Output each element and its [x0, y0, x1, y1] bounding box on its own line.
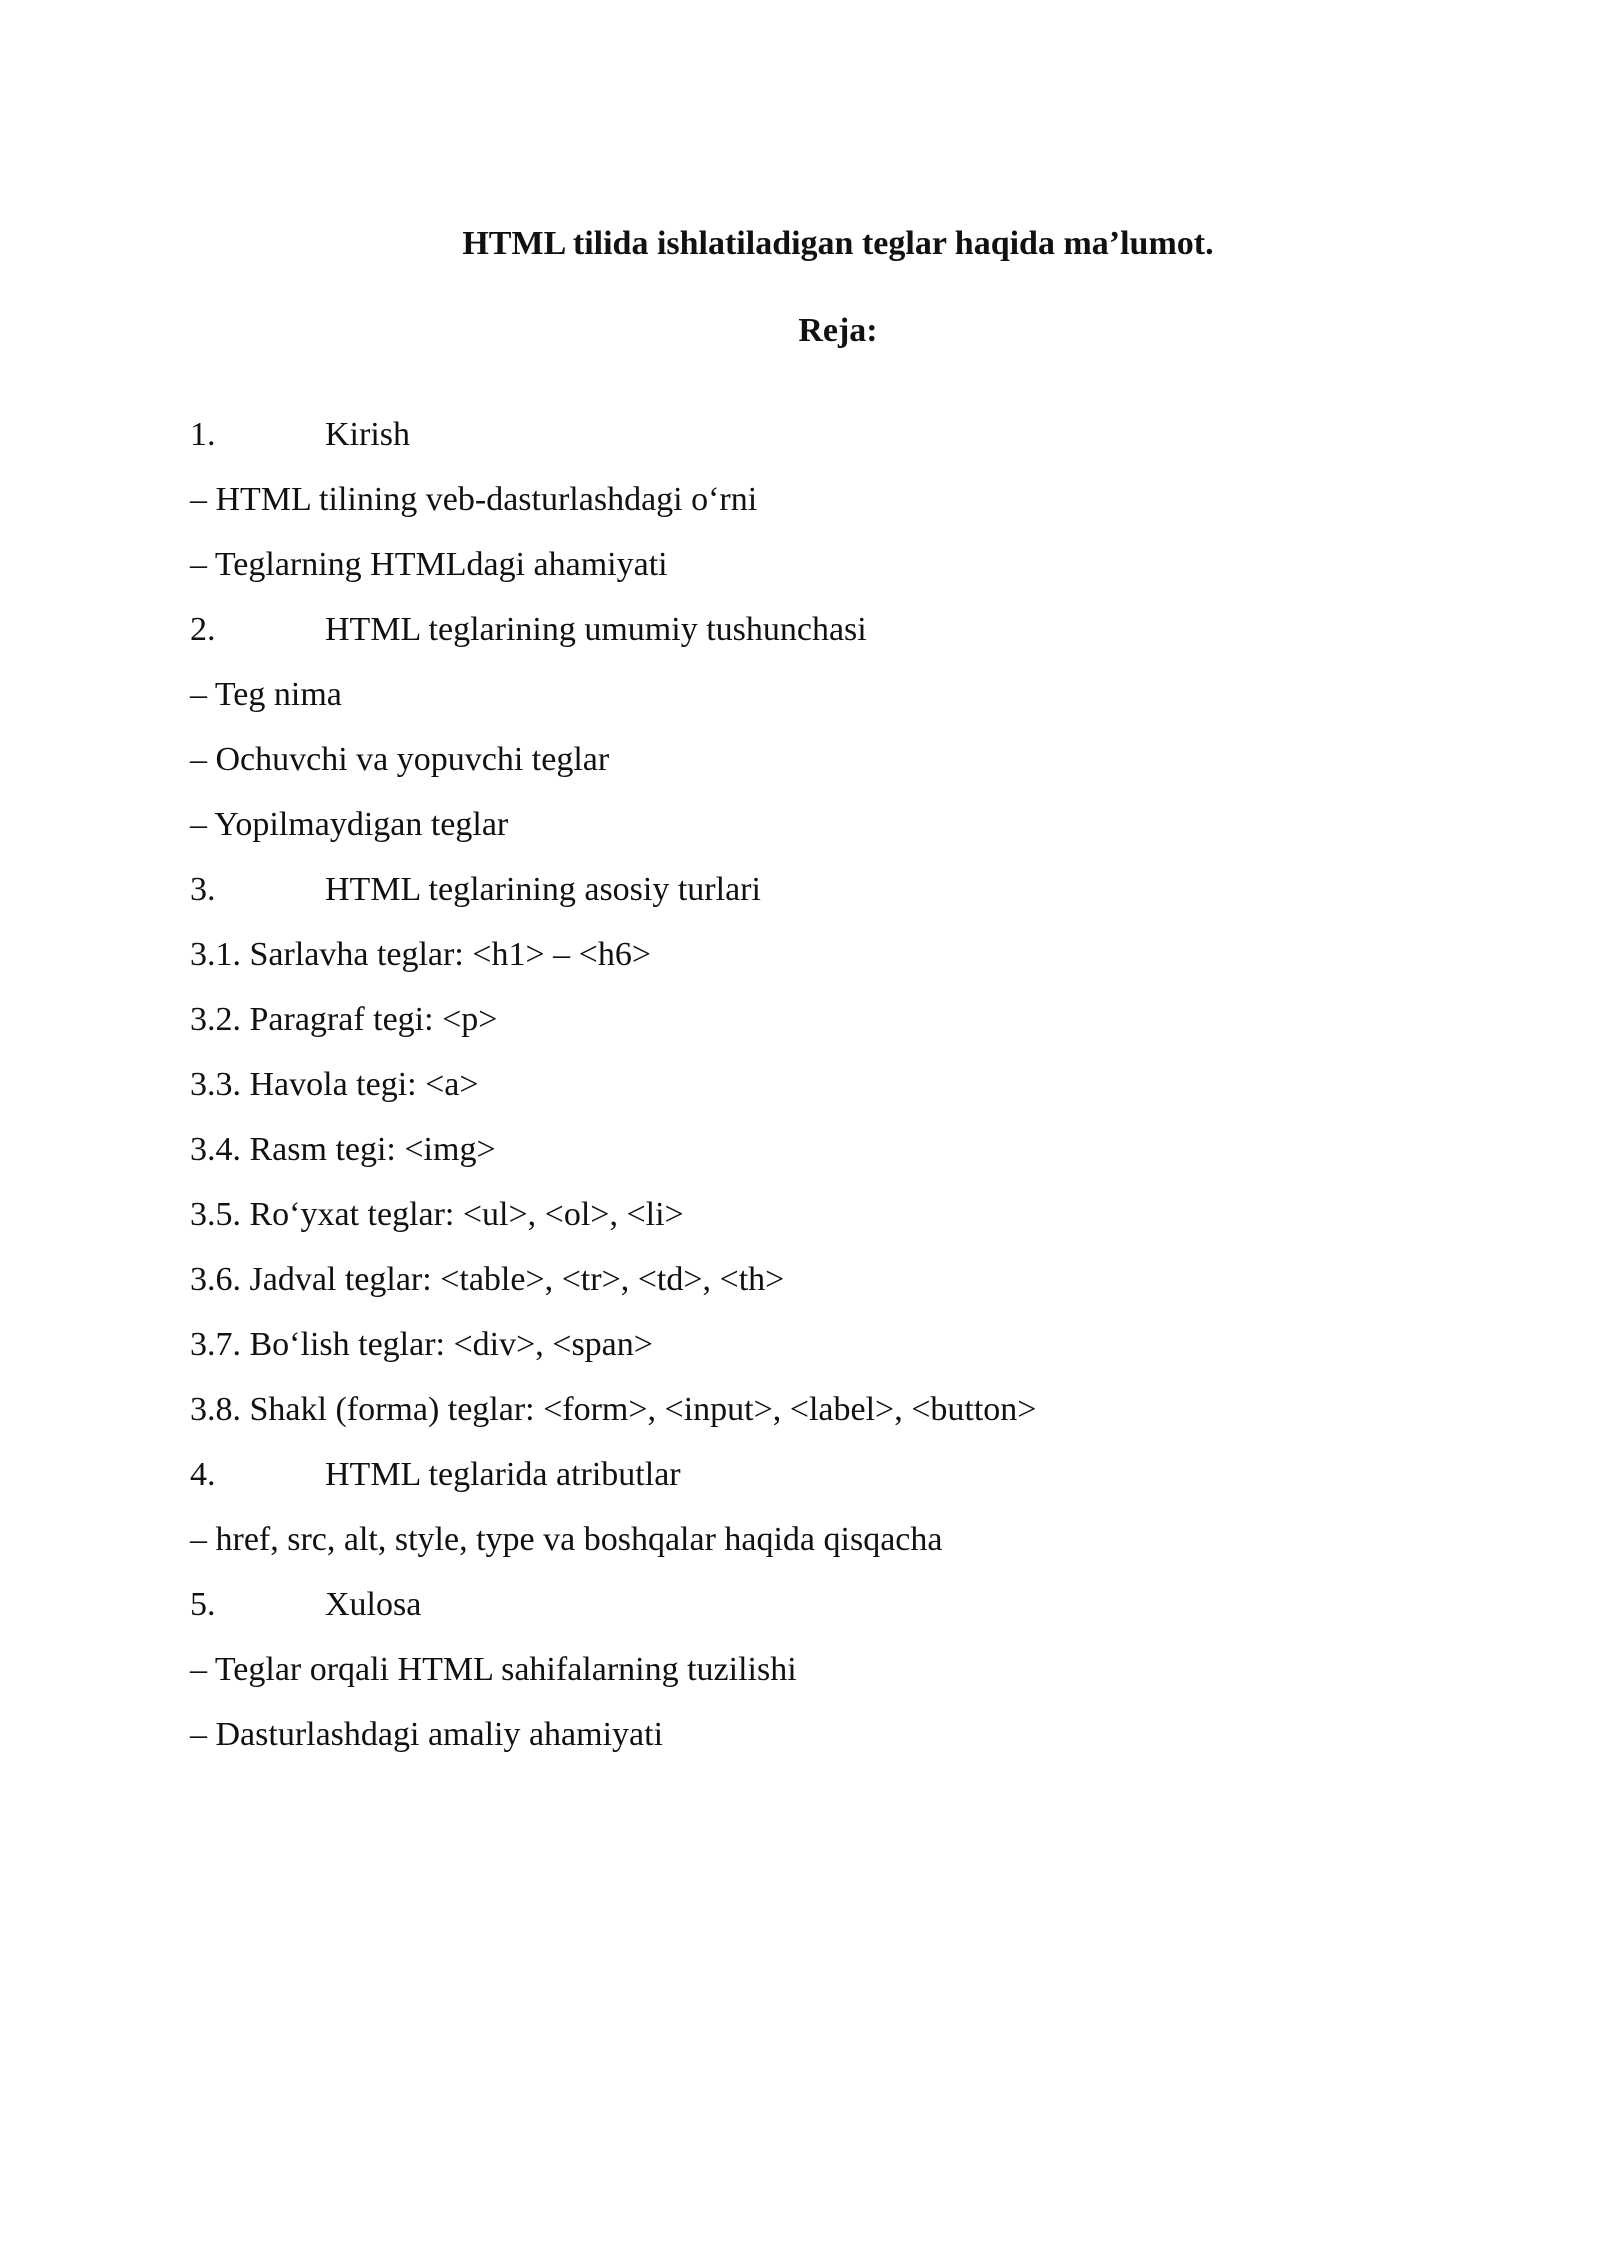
section-title: Xulosa — [325, 1586, 422, 1623]
outline-item: – Dasturlashdagi amaliy ahamiyati — [190, 1716, 664, 1753]
outline-item: 3.8. Shakl (forma) teglar: <form>, <input>, <label>, <button> — [190, 1391, 1037, 1428]
document-title: HTML tilida ishlatiladigan teglar haqida ma’lumot. — [462, 225, 1214, 262]
outline-section-heading — [190, 1583, 1490, 1648]
outline-item: 3.6. Jadval teglar: <table>, <tr>, <td>, <th> — [190, 1261, 785, 1298]
section-number: 1. — [190, 416, 216, 453]
outline-item: – Teglar orqali HTML sahifalarning tuzilishi — [190, 1651, 797, 1688]
section-title: HTML teglarida atributlar — [325, 1456, 681, 1493]
outline-item: – Teg nima — [190, 676, 342, 713]
section-number: 2. — [190, 611, 216, 648]
section-title: Kirish — [325, 416, 410, 453]
outline-section-heading — [190, 413, 1490, 478]
outline-section-heading — [190, 1453, 1490, 1518]
outline-item: – HTML tilining veb-dasturlashdagi o‘rni — [190, 481, 758, 518]
outline-section-heading — [190, 868, 1490, 933]
plan-outline — [190, 413, 1490, 1778]
section-number: 5. — [190, 1586, 216, 1623]
outline-item: – Ochuvchi va yopuvchi teglar — [190, 741, 610, 778]
outline-item: 3.4. Rasm tegi: <img> — [190, 1131, 496, 1168]
section-number: 4. — [190, 1456, 216, 1493]
outline-item: 3.2. Paragraf tegi: <p> — [190, 1001, 498, 1038]
section-number: 3. — [190, 871, 216, 908]
outline-section-heading — [190, 608, 1490, 673]
outline-item: 3.1. Sarlavha teglar: <h1> – <h6> — [190, 936, 651, 973]
outline-item: – Yopilmaydigan teglar — [190, 806, 509, 843]
section-title: HTML teglarining asosiy turlari — [325, 871, 761, 908]
plan-heading: Reja: — [798, 312, 878, 349]
outline-item: – href, src, alt, style, type va boshqalar haqida qisqacha — [190, 1521, 943, 1558]
outline-item: 3.5. Ro‘yxat teglar: <ul>, <ol>, <li> — [190, 1196, 684, 1233]
outline-item: 3.7. Bo‘lish teglar: <div>, <span> — [190, 1326, 653, 1363]
outline-item: – Teglarning HTMLdagi ahamiyati — [190, 546, 668, 583]
section-title: HTML teglarining umumiy tushunchasi — [325, 611, 867, 648]
outline-item: 3.3. Havola tegi: <a> — [190, 1066, 479, 1103]
